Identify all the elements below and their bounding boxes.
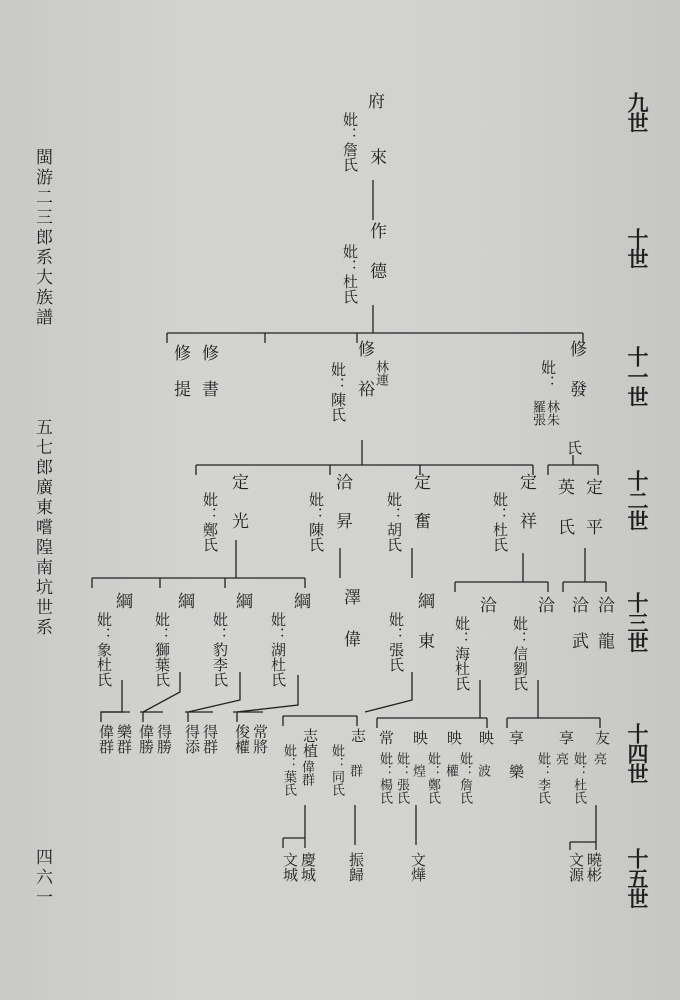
spouse-name: 權	[443, 764, 458, 777]
spouse-name: 林連	[373, 360, 388, 386]
person-name: 武	[568, 632, 588, 651]
page-number: 四六一	[32, 848, 52, 908]
person-name: 提	[170, 380, 190, 399]
person-name: 定	[410, 473, 430, 492]
person-name: 志	[349, 728, 367, 743]
person-name: 德	[366, 262, 386, 281]
spouse-name: 妣：獅葉氏	[153, 612, 171, 687]
person-name: 文源	[567, 852, 585, 882]
spouse-name: 妣：陳氏	[329, 362, 347, 422]
person-name: 平	[582, 518, 602, 537]
person-name: 修	[198, 344, 218, 363]
person-name: 洽	[534, 596, 554, 615]
generation-label-10: 十世	[625, 228, 650, 268]
person-name: 昇	[332, 512, 352, 531]
person-name: 綱	[174, 592, 194, 611]
person-name: 東	[414, 632, 434, 651]
person-name: 得添	[183, 724, 201, 754]
spouse-name: 亮	[553, 752, 568, 765]
spouse-name: 群	[347, 764, 362, 777]
person-name: 裕	[354, 380, 374, 399]
person-name: 得勝	[155, 724, 173, 754]
spouse-name: 林朱	[544, 400, 559, 426]
spouse-name: 妣：同氏	[329, 744, 344, 796]
spouse-name: 妣：詹氏	[457, 752, 472, 804]
spouse-name: 妣：張氏	[394, 752, 409, 804]
person-name: 享	[507, 730, 525, 745]
spouse-name: 妣：詹氏	[341, 112, 359, 172]
spouse-name: 妣：鄭氏	[425, 752, 440, 804]
person-name: 志植	[301, 728, 319, 758]
book-title: 閩游二三郎系大族譜	[32, 148, 52, 328]
person-name: 享	[557, 730, 575, 745]
spouse-name: 妣：豹李氏	[211, 612, 229, 687]
person-name: 偉群	[97, 724, 115, 754]
person-name: 偉勝	[137, 724, 155, 754]
spouse-name: 妣：	[539, 360, 557, 390]
spouse-name: 妣：鄭氏	[201, 492, 219, 552]
person-name: 綱	[414, 592, 434, 611]
person-name: 府	[364, 92, 384, 111]
person-name: 發	[566, 380, 586, 399]
person-name: 曉彬	[585, 852, 603, 882]
spouse-name: 偉群	[299, 760, 314, 786]
person-name: 得群	[201, 724, 219, 754]
spouse-name: 亮	[591, 752, 606, 765]
person-name: 振歸	[347, 852, 365, 882]
generation-label-11: 十一世	[625, 346, 650, 406]
person-name: 綱	[290, 592, 310, 611]
person-name: 洽	[476, 596, 496, 615]
person-name: 英	[554, 478, 574, 497]
spouse-name: 煌	[410, 764, 425, 777]
generation-label-14: 十四世	[625, 723, 650, 783]
person-name: 作	[366, 222, 386, 241]
person-name: 祥	[516, 512, 536, 531]
person-name: 氏	[554, 518, 574, 537]
person-name: 洽	[594, 596, 614, 615]
spouse-name: 妣：胡氏	[385, 492, 403, 552]
spouse-name: 妣：陳氏	[307, 492, 325, 552]
person-name: 文城	[281, 852, 299, 882]
person-name: 書	[198, 380, 218, 399]
person-name: 俊權	[233, 724, 251, 754]
person-name: 友	[593, 730, 611, 745]
spouse-name: 妣：杜氏	[571, 752, 586, 804]
person-name: 映	[477, 730, 495, 745]
person-name: 映	[445, 730, 463, 745]
person-name: 洽	[568, 596, 588, 615]
generation-label-15: 十五世	[625, 848, 650, 908]
spouse-name: 妣：象杜氏	[95, 612, 113, 687]
person-name: 定	[516, 473, 536, 492]
section-title: 五七郎廣東嚐隍南坑世系	[32, 418, 52, 638]
spouse-name: 妣：葉氏	[281, 744, 296, 796]
spouse-name: 妣：楊氏	[377, 752, 392, 804]
generation-label-9: 九世	[625, 92, 650, 132]
person-name: 洽	[332, 473, 352, 492]
person-name: 龍	[594, 632, 614, 651]
person-name: 修	[354, 340, 374, 359]
person-name: 樂	[507, 764, 525, 779]
generation-label-13: 十三世	[625, 592, 650, 652]
person-name: 慶城	[299, 852, 317, 882]
spouse-name: 妣：張氏	[387, 612, 405, 672]
generation-label-12: 十二世	[625, 470, 650, 530]
spouse-name: 妣：海杜氏	[453, 616, 471, 691]
spouse-name: 妣：信劉氏	[511, 616, 529, 691]
person-name: 映	[411, 730, 429, 745]
person-name: 常將	[251, 724, 269, 754]
person-name: 文燁	[409, 852, 427, 882]
person-name: 定	[582, 478, 602, 497]
spouse-name: 妣：湖杜氏	[269, 612, 287, 687]
person-name: 修	[566, 340, 586, 359]
person-name: 來	[366, 148, 386, 167]
spouse-name: 妣：李氏	[535, 752, 550, 804]
person-name: 常	[377, 730, 395, 745]
person-name: 定	[228, 473, 248, 492]
person-name: 綱	[232, 592, 252, 611]
person-name: 綱	[112, 592, 132, 611]
spouse-name: 妣：杜氏	[491, 492, 509, 552]
person-name: 樂群	[115, 724, 133, 754]
person-name: 偉	[340, 630, 360, 649]
spouse-name: 波	[475, 764, 490, 777]
person-name: 修	[170, 344, 190, 363]
person-name: 光	[228, 512, 248, 531]
person-name: 澤	[340, 588, 360, 607]
spouse-name: 羅張	[530, 400, 545, 426]
spouse-name: 氏	[565, 440, 583, 455]
person-name: 奮	[410, 512, 430, 531]
spouse-name: 妣：杜氏	[341, 244, 359, 304]
